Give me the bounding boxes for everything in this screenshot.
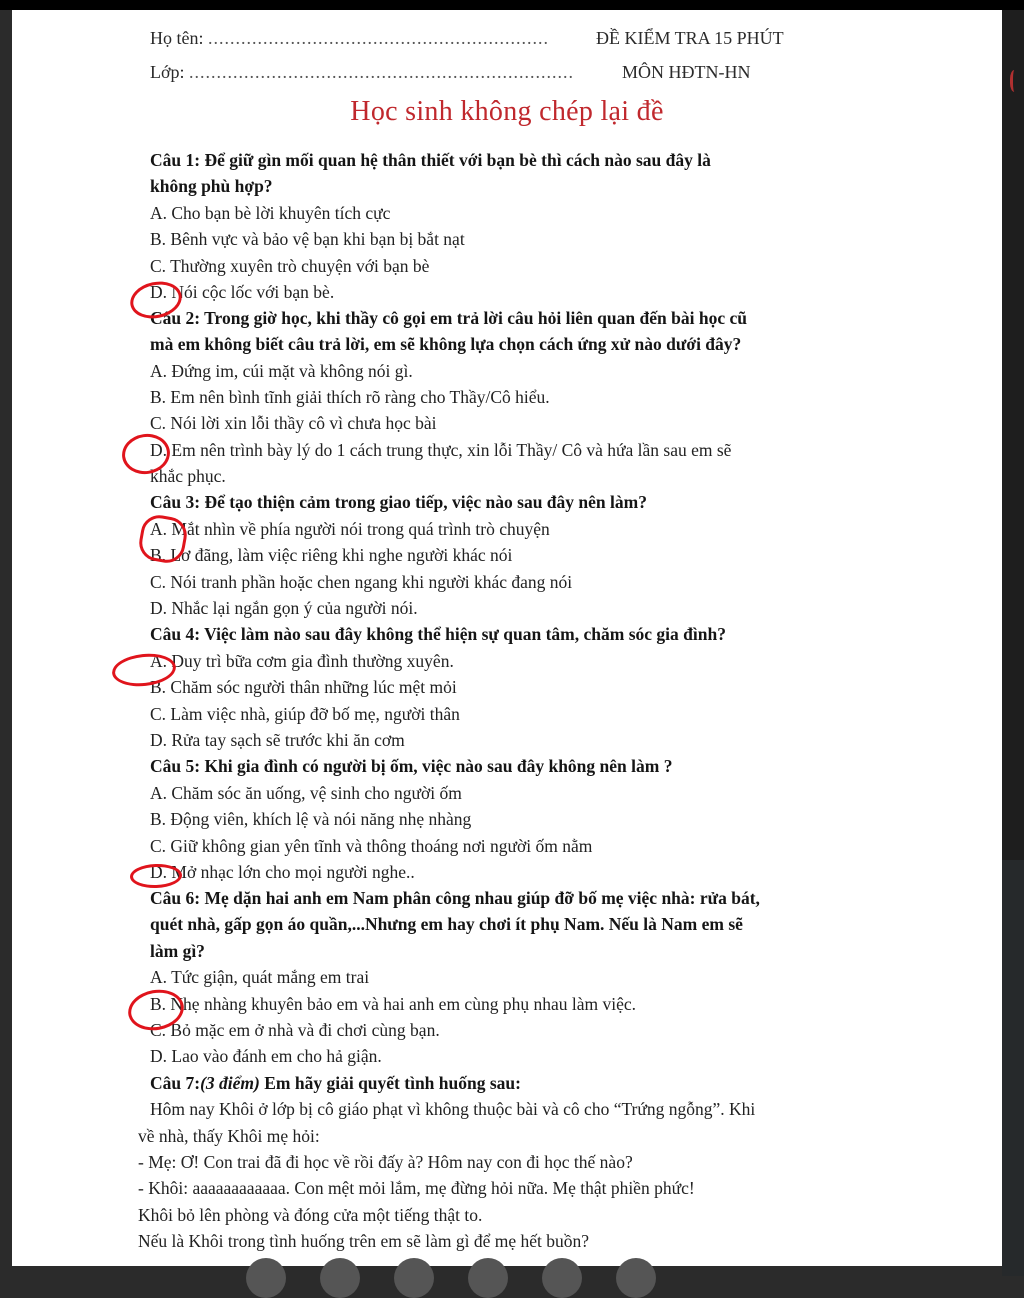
viewer-right-panel [1002,10,1024,1266]
viewer-left-margin [0,10,12,1266]
q2-option-c[interactable]: C. Nói lời xin lỗi thầy cô vì chưa học bài [150,413,437,433]
question-2-line-1: Câu 2: Trong giờ học, khi thầy cô gọi em trả lời câu hỏi liên quan đến bài học cũ [150,308,747,328]
question-1-line-1: Câu 1: Để giữ gìn mối quan hệ thân thiết với bạn bè thì cách nào sau đây là [150,150,711,170]
q6-option-c[interactable]: C. Bỏ mặc em ở nhà và đi chơi cùng bạn. [150,1020,440,1040]
q7-prompt: Em hãy giải quyết tình huống sau: [259,1073,521,1093]
q6-option-a[interactable]: A. Tức giận, quát mắng em trai [150,967,370,987]
panel-red-mark [1010,70,1021,92]
q4-option-a[interactable]: A. Duy trì bữa cơm gia đình thường xuyên. [150,651,454,671]
q1-option-a[interactable]: A. Cho bạn bè lời khuyên tích cực [150,203,391,223]
question-7-heading [150,1073,521,1094]
name-line [150,28,549,49]
q4-option-c[interactable]: C. Làm việc nhà, giúp đỡ bố mẹ, người thân [150,704,460,724]
q5-option-a[interactable]: A. Chăm sóc ăn uống, vệ sinh cho người ốm [150,783,462,803]
q1-option-c[interactable]: C. Thường xuyên trò chuyện với bạn bè [150,256,430,276]
q7-paragraph-2: về nhà, thấy Khôi mẹ hỏi: [138,1126,320,1146]
class-dots: ...................................................................... [189,62,575,82]
q2-option-d-line-1[interactable]: D. Em nên trình bày lý do 1 cách trung thực, xin lỗi Thầy/ Cô và hứa lần sau em sẽ [150,440,732,460]
q7-label: Câu 7: [150,1073,201,1093]
window-top-bar [0,0,1024,10]
q1-option-b[interactable]: B. Bênh vực và bảo vệ bạn khi bạn bị bắt nạt [150,229,465,249]
q4-option-d[interactable]: D. Rửa tay sạch sẽ trước khi ăn cơm [150,730,405,750]
question-5-line-1: Câu 5: Khi gia đình có người bị ốm, việc nào sau đây không nên làm ? [150,756,673,776]
question-2-line-2: mà em không biết câu trả lời, em sẽ không lựa chọn cách ứng xử nào dưới đây? [150,334,742,354]
subject-label: MÔN HĐTN-HN [622,62,751,82]
q4-option-b[interactable]: B. Chăm sóc người thân những lúc mệt mỏi [150,677,457,697]
name-label: Họ tên: [150,28,204,48]
class-label: Lớp: [150,62,185,82]
toolbar-button-5[interactable] [542,1258,582,1298]
q6-option-d[interactable]: D. Lao vào đánh em cho hả giận. [150,1046,382,1066]
q1-option-d[interactable]: D. Nói cộc lốc với bạn bè. [150,282,335,302]
q5-option-b[interactable]: B. Động viên, khích lệ và nói năng nhẹ nhàng [150,809,472,829]
q7-points: (3 điểm) [200,1073,260,1093]
q3-option-b[interactable]: B. Lơ đãng, làm việc riêng khi nghe người khác nói [150,545,513,565]
question-1-line-2: không phù hợp? [150,176,273,196]
q3-option-c[interactable]: C. Nói tranh phần hoặc chen ngang khi người khác đang nói [150,572,573,592]
notice-title: Học sinh không chép lại đề [350,96,664,127]
toolbar-button-2[interactable] [320,1258,360,1298]
question-3-line-1: Câu 3: Để tạo thiện cảm trong giao tiếp, việc nào sau đây nên làm? [150,492,647,512]
q3-option-d[interactable]: D. Nhắc lại ngắn gọn ý của người nói. [150,598,418,618]
question-6-line-2: quét nhà, gấp gọn áo quần,...Nhưng em hay chơi ít phụ Nam. Nếu là Nam em sẽ [150,914,743,934]
q7-task: Nếu là Khôi trong tình huống trên em sẽ làm gì để mẹ hết buồn? [138,1231,590,1251]
exam-title: ĐỀ KIỂM TRA 15 PHÚT [596,28,784,48]
q2-option-a[interactable]: A. Đứng im, cúi mặt và không nói gì. [150,361,413,381]
q2-option-b[interactable]: B. Em nên bình tĩnh giải thích rõ ràng cho Thầy/Cô hiểu. [150,387,550,407]
q5-option-c[interactable]: C. Giữ không gian yên tĩnh và thông thoáng nơi người ốm nằm [150,836,593,856]
question-6-line-1: Câu 6: Mẹ dặn hai anh em Nam phân công nhau giúp đỡ bố mẹ việc nhà: rửa bát, [150,888,760,908]
q7-dialogue-mother: - Mẹ: Ơ! Con trai đã đi học về rồi đấy à? Hôm nay con đi học thế nào? [138,1152,633,1172]
q7-dialogue-khoi: - Khôi: aaaaaaaaaaaa. Con mệt mỏi lắm, mẹ đừng hỏi nữa. Mẹ thật phiền phức! [138,1178,695,1198]
toolbar-button-4[interactable] [468,1258,508,1298]
q6-option-b[interactable]: B. Nhẹ nhàng khuyên bảo em và hai anh em cùng phụ nhau làm việc. [150,994,636,1014]
q2-option-d-line-2: khắc phục. [150,466,226,486]
toolbar-button-1[interactable] [246,1258,286,1298]
question-6-line-3: làm gì? [150,941,205,961]
class-line [150,62,574,83]
toolbar-button-3[interactable] [394,1258,434,1298]
q5-option-d[interactable]: D. Mở nhạc lớn cho mọi người nghe.. [150,862,415,882]
q7-narration: Khôi bỏ lên phòng và đóng cửa một tiếng thật to. [138,1205,483,1225]
toolbar-button-6[interactable] [616,1258,656,1298]
q3-option-a[interactable]: A. Mắt nhìn về phía người nói trong quá trình trò chuyện [150,519,550,539]
panel-dark-block [1002,860,1024,1276]
name-dots: .............................................................. [208,28,549,48]
exam-page [12,10,1002,1266]
answer-mark-q5-d [130,863,183,889]
q7-paragraph-1: Hôm nay Khôi ở lớp bị cô giáo phạt vì không thuộc bài và cô cho “Trứng ngỗng”. Khi [150,1099,756,1119]
question-4-line-1: Câu 4: Việc làm nào sau đây không thể hiện sự quan tâm, chăm sóc gia đình? [150,624,726,644]
